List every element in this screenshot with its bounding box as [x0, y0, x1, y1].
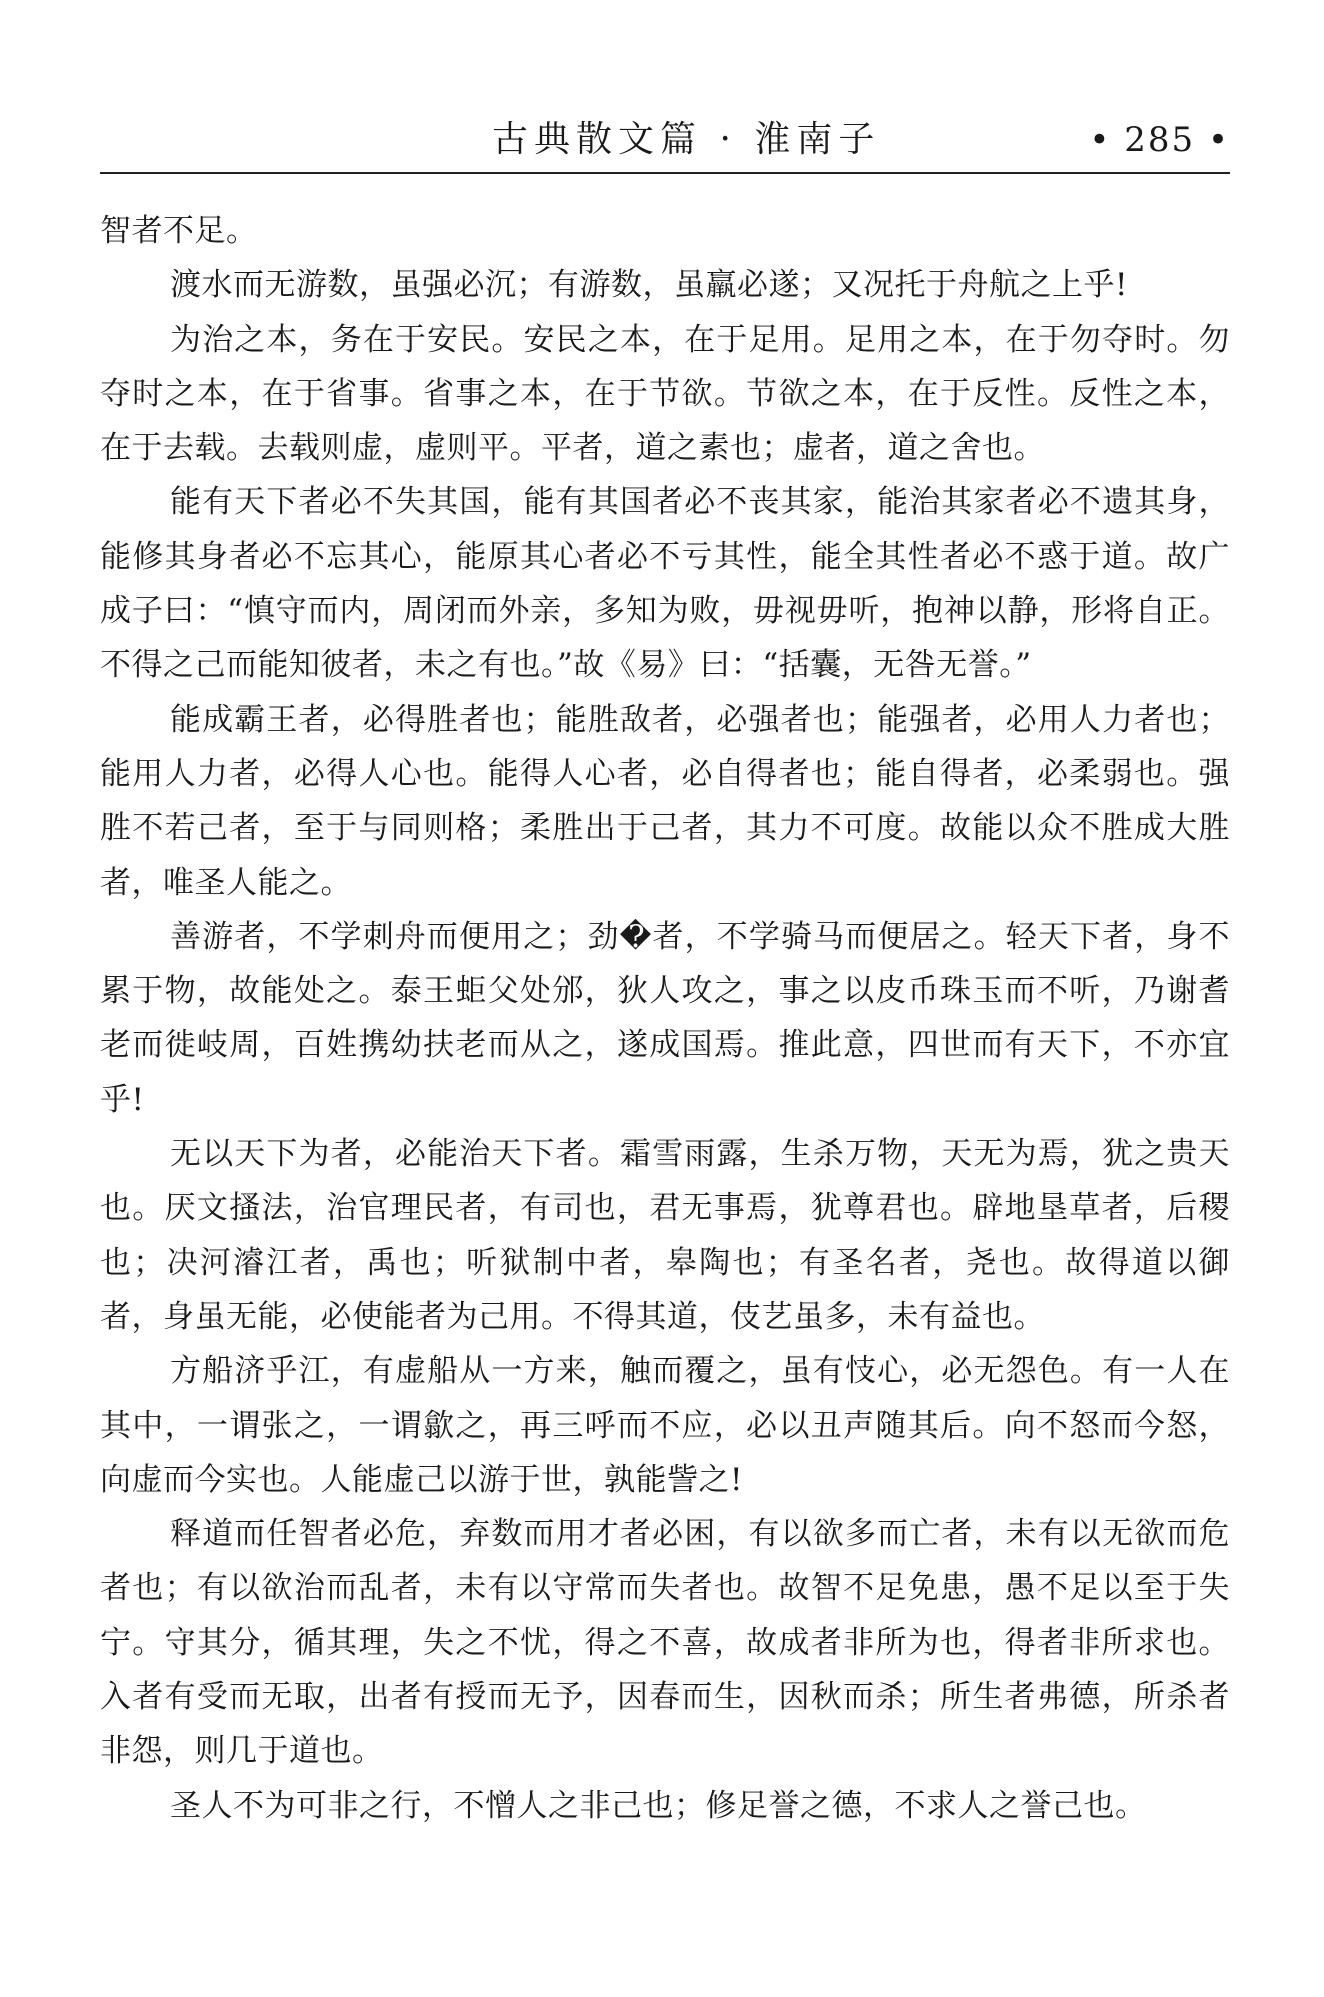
paragraph: 为治之本，务在于安民。安民之本，在于足用。足用之本，在于勿夺时。勿夺时之本，在于省事。省事之本，在于节欲。节欲之本，在于反性。反性之本，在于去载。去载则虚，虚则平。平者，道之素也；虚者，道之舍也。: [100, 321, 1230, 467]
page-number: • 285 •: [1089, 120, 1230, 160]
body-text: [100, 204, 1230, 1833]
paragraph: 圣人不为可非之行，不憎人之非己也；修足誉之德，不求人之誉己也。: [170, 1787, 1147, 1824]
paragraph: 善游者，不学刺舟而便用之；劲�者，不学骑马而便居之。轻天下者，身不累于物，故能处之。泰王蚷父处邠，狄人攻之，事之以皮币珠玉而不听，乃谢耆老而徙岐周，百姓携幼扶老而从之，遂成国焉。推此意，四世而有天下，不亦宜乎!: [100, 918, 1230, 1118]
running-header: [100, 108, 1230, 172]
paragraph: 能成霸王者，必得胜者也；能胜敌者，必强者也；能强者，必用人力者也；能用人力者，必得人心也。能得人心者，必自得者也；能自得者，必柔弱也。强胜不若己者，至于与同则格；柔胜出于己者，其力不可度。故能以众不胜成大胜者，唯圣人能之。: [100, 701, 1230, 901]
paragraph: 智者不足。: [100, 213, 258, 249]
header-title: 古典散文篇 · 淮南子: [492, 119, 881, 160]
paragraph: 无以天下为者，必能治天下者。霜雪雨露，生杀万物，天无为焉，犹之贵天也。厌文搔法，治官理民者，有司也，君无事焉，犹尊君也。辟地垦草者，后稷也；决河濬江者，禹也；听狱制中者，皋陶也；有圣名者，尧也。故得道以御者，身虽无能，必使能者为己用。不得其道，伎艺虽多，未有益也。: [100, 1136, 1230, 1335]
paragraph: 释道而任智者必危，弃数而用才者必困，有以欲多而亡者，未有以无欲而危者也；有以欲治而乱者，未有以守常而失者也。故智不足免患，愚不足以至于失宁。守其分，循其理，失之不忧，得之不喜，故成者非所为也，得者非所求也。入者有受而无取，出者有授而无予，因春而生，因秋而杀；所生者弗德，所杀者非怨，则几于道也。: [100, 1516, 1230, 1770]
paragraph: 能有天下者必不失其国，能有其国者必不丧其家，能治其家者必不遗其身，能修其身者必不忘其心，能原其心者必不亏其性，能全其性者必不惑于道。故广成子曰：“慎守而内，周闭而外亲，多知为败，毋视毋听，抱神以静，形将自正。不得之己而能知彼者，未之有也。”故《易》曰：“括囊，无咎无誉。”: [100, 484, 1230, 684]
header-rule: [100, 172, 1230, 174]
paragraph: 方船济乎江，有虚船从一方来，触而覆之，虽有忮心，必无怨色。有一人在其中，一谓张之，一谓歙之，再三呼而不应，必以丑声随其后。向不怒而今怒，向虚而今实也。人能虚己以游于世，孰能訾之!: [100, 1353, 1230, 1498]
paragraph: 渡水而无游数，虽强必沉；有游数，虽羸必遂；又况托于舟航之上乎!: [170, 267, 1128, 304]
